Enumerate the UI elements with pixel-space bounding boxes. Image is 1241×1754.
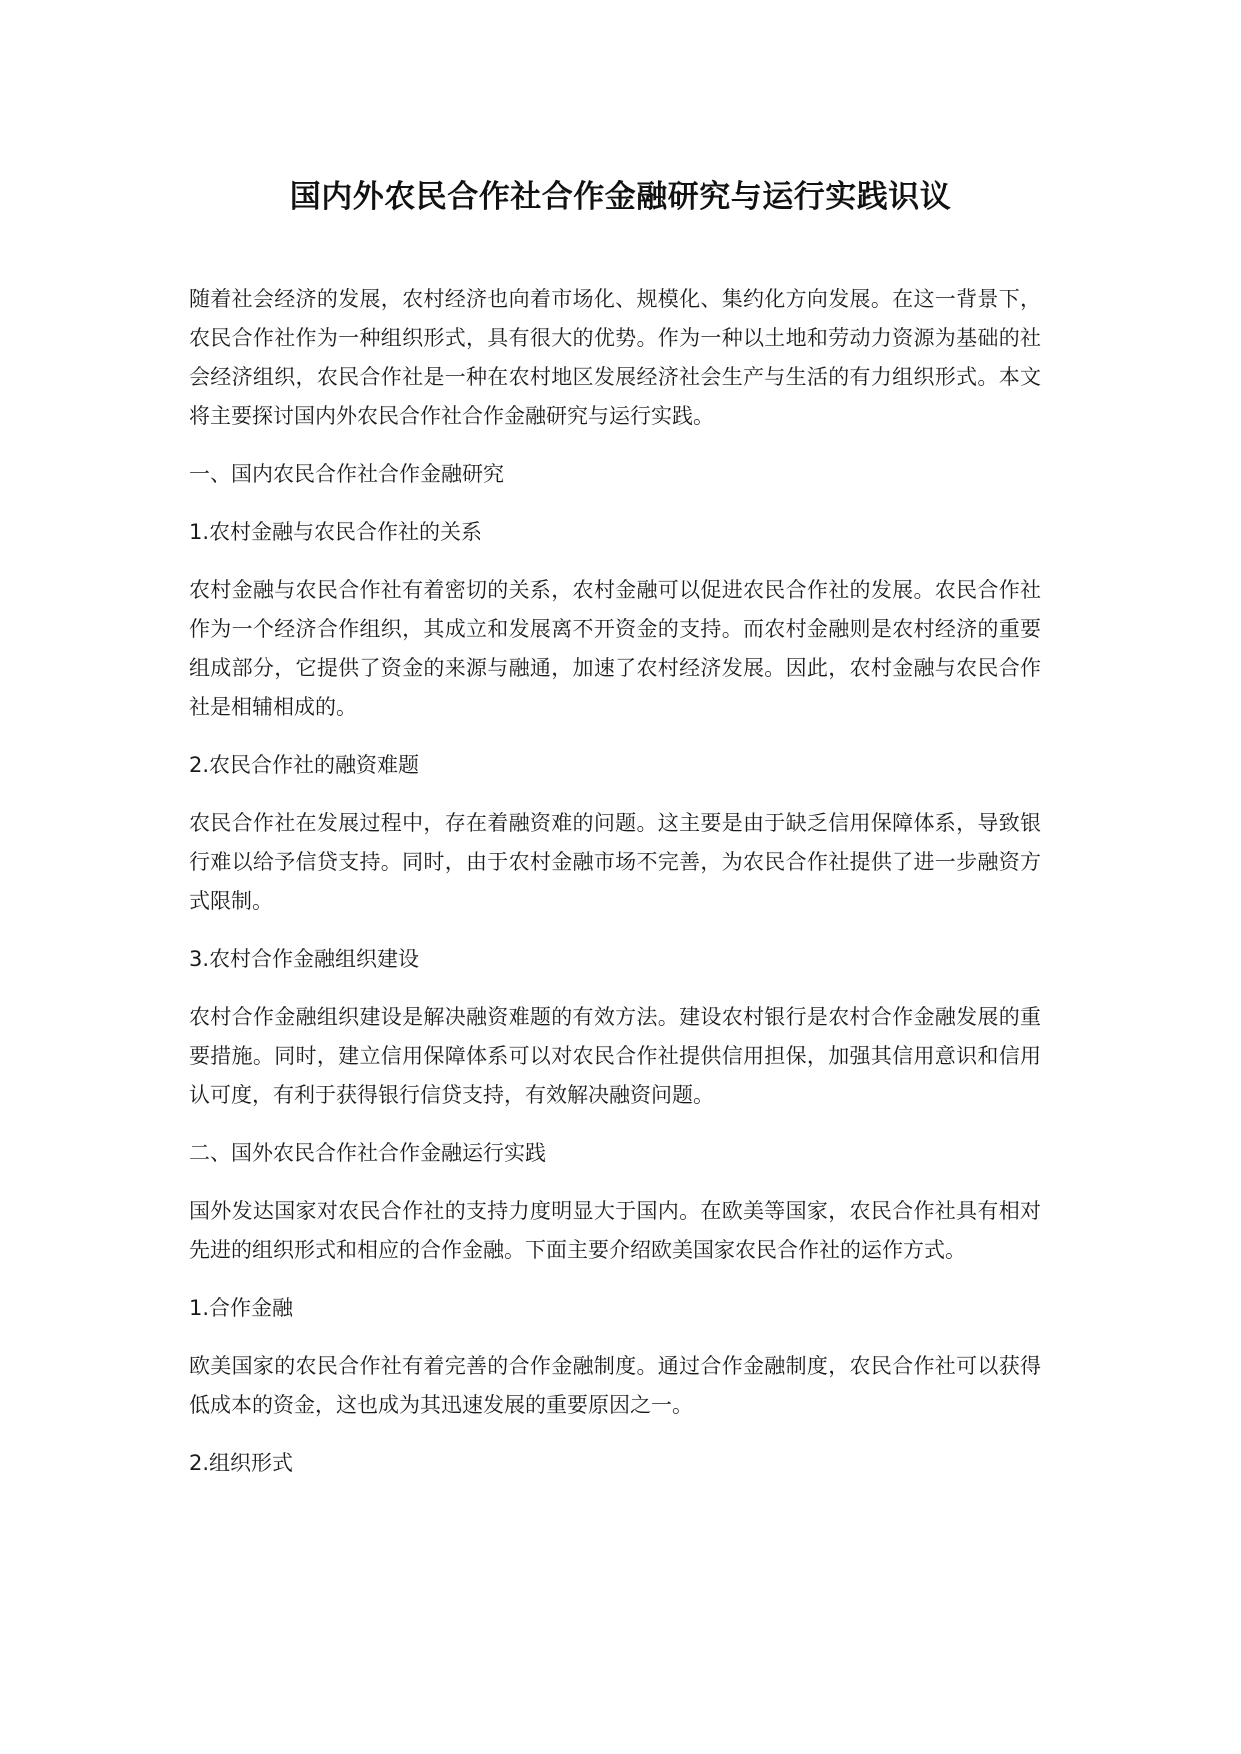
subheading-cooperative-finance: 1.合作金融 <box>189 1296 294 1320</box>
paragraph-cooperative-finance: 欧美国家的农民合作社有着完善的合作金融制度。通过合作金融制度，农民合作社可以获得低成本的资金，这也成为其迅速发展的重要原因之一。 <box>189 1354 1041 1417</box>
paragraph-foreign-intro: 国外发达国家对农民合作社的支持力度明显大于国内。在欧美等国家，农民合作社具有相对先进的组织形式和相应的合作金融。下面主要介绍欧美国家农民合作社的运作方式。 <box>189 1199 1041 1262</box>
section-heading-domestic: 一、国内农民合作社合作金融研究 <box>189 462 504 486</box>
subheading-cooperative-finance-building: 3.农村合作金融组织建设 <box>189 947 420 971</box>
subheading-financing-difficulty: 2.农民合作社的融资难题 <box>189 753 420 777</box>
document-title: 国内外农民合作社合作金融研究与运行实践识议 <box>289 179 952 215</box>
paragraph-financing-difficulty: 农民合作社在发展过程中，存在着融资难的问题。这主要是由于缺乏信用保障体系，导致银行难以给予信贷支持。同时，由于农村金融市场不完善，为农民合作社提供了进一步融资方式限制。 <box>189 811 1041 913</box>
section-heading-foreign: 二、国外农民合作社合作金融运行实践 <box>189 1141 546 1165</box>
paragraph-rural-finance-relation: 农村金融与农民合作社有着密切的关系，农村金融可以促进农民合作社的发展。农民合作社作为一个经济合作组织，其成立和发展离不开资金的支持。而农村金融则是农村经济的重要组成部分，它提供了资金的来源与融通，加速了农村经济发展。因此，农村金融与农民合作社是相辅相成的。 <box>189 578 1041 719</box>
subheading-organization-form: 2.组织形式 <box>189 1451 294 1475</box>
subheading-rural-finance-relation: 1.农村金融与农民合作社的关系 <box>189 520 483 544</box>
paragraph-cooperative-finance-building: 农村合作金融组织建设是解决融资难题的有效方法。建设农村银行是农村合作金融发展的重要措施。同时，建立信用保障体系可以对农民合作社提供信用担保，加强其信用意识和信用认可度，有利于获得银行信贷支持，有效解决融资问题。 <box>189 1005 1041 1107</box>
paragraph-intro: 随着社会经济的发展，农村经济也向着市场化、规模化、集约化方向发展。在这一背景下，农民合作社作为一种组织形式，具有很大的优势。作为一种以土地和劳动力资源为基础的社会经济组织，农民合作社是一种在农村地区发展经济社会生产与生活的有力组织形式。本文将主要探讨国内外农民合作社合作金融研究与运行实践。 <box>189 287 1041 428</box>
document-body <box>189 280 1041 1502</box>
